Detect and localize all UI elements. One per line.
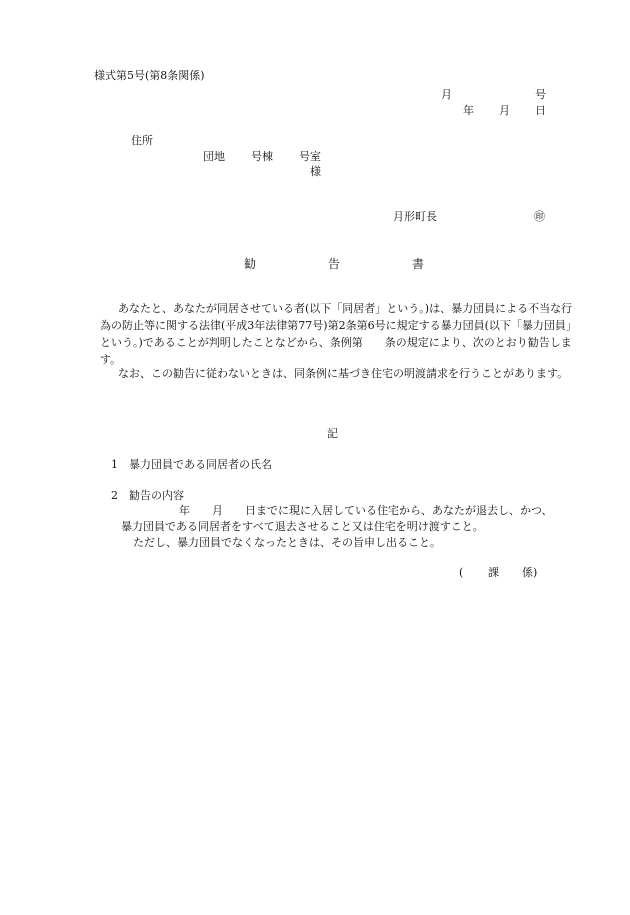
- doc-number-month: 月: [441, 88, 452, 101]
- danchi-label: 団地: [203, 150, 225, 163]
- date-month: 月: [499, 104, 510, 117]
- item-2: 2 勧告の内容: [111, 489, 184, 502]
- contact-open-paren: (: [459, 566, 464, 579]
- title-koku: 告: [328, 257, 341, 271]
- body-paragraph-2: なお、この勧告に従わないときは、同条例に基づき住宅の明渡請求を行うことがあります。: [118, 367, 569, 380]
- goushitsu-label: 号室: [299, 150, 321, 163]
- contact-ka: 課: [488, 566, 499, 579]
- issuer-name: 月形町長: [393, 210, 437, 223]
- address-label: 住所: [131, 134, 153, 147]
- item-1: 1 暴力団員である同居者の氏名: [111, 458, 272, 471]
- date-year: 年: [463, 104, 474, 117]
- item-2-deadline: 年 月 日までに現に入居している住宅から、あなたが退去し、かつ、: [179, 504, 553, 517]
- ki-label: 記: [327, 427, 338, 440]
- body-paragraph-1: あなたと、あなたが同居させている者(以下「同居者」という。)は、暴力団員による不当な行為の防止等に関する法律(平成3年法律第77号)第2条第6号に規定する暴力団員(以下「暴力団員」という。)であることが判明したことなどから、条例第 条の規定により、次のとおり勧告します。: [100, 302, 577, 366]
- date-day: 日: [535, 104, 546, 117]
- gotou-label: 号棟: [251, 150, 273, 163]
- seal-mark: ㊞: [534, 210, 545, 223]
- doc-number-suffix: 号: [535, 88, 546, 101]
- title-sho: 書: [412, 257, 425, 271]
- item-2-proviso: ただし、暴力団員でなくなったときは、その旨申し出ること。: [133, 536, 441, 549]
- title-kan: 勧: [244, 257, 257, 271]
- sama-label: 様: [310, 165, 321, 178]
- contact-kakari: 係): [522, 566, 538, 579]
- form-label: 様式第5号(第8条関係): [94, 69, 205, 82]
- item-2-continuation: 暴力団員である同居者をすべて退去させること又は住宅を明け渡すこと。: [121, 520, 484, 533]
